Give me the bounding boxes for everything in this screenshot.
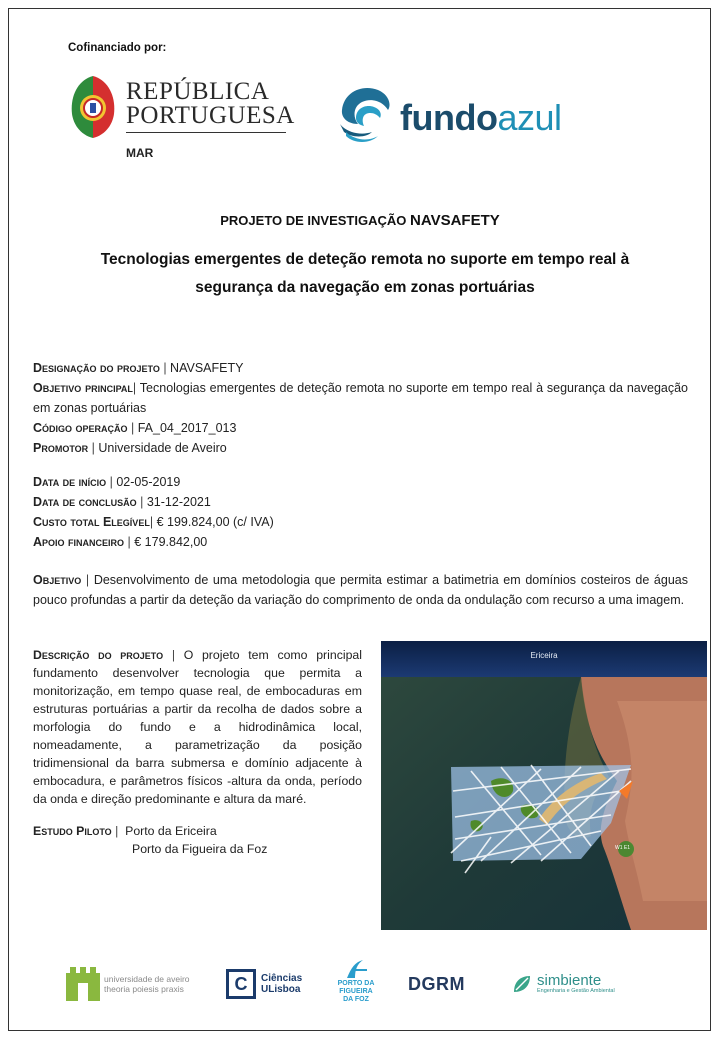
porto-line2: FIGUEIRA xyxy=(339,988,373,995)
codigo-row: Código operação | FA_04_2017_013 xyxy=(33,421,237,435)
rp-line1: REPÚBLICA xyxy=(126,78,270,105)
simbiente-text: simbiente xyxy=(537,972,602,989)
simbiente-logo xyxy=(510,962,630,1006)
ua-line2: theoria poiesis praxis xyxy=(104,984,184,994)
project-label: PROJETO DE INVESTIGAÇÃO xyxy=(220,213,407,228)
apoio-key: Apoio financeiro xyxy=(33,535,125,549)
objetivo-paragraph: Objetivo | Desenvolvimento de uma metodologia que permita estimar a batimetria em domínios costeiros de águas pouco profundas a partir da deteção da variação do comprimento de onda da ondulação com recurso a uma imagem. xyxy=(33,573,688,607)
cofinanciado-label: Cofinanciado por: xyxy=(68,42,167,54)
apoio-value: € 179.842,00 xyxy=(134,535,208,549)
republica-portuguesa-logo xyxy=(68,74,298,164)
designacao-row: Designação do projeto | NAVSAFETY xyxy=(33,361,244,375)
estudo-value-1: Porto da Ericeira xyxy=(125,824,217,838)
codigo-key: Código operação xyxy=(33,421,128,435)
estudo-row-2: Porto da Figueira da Foz xyxy=(132,842,268,856)
map-title: Ericeira xyxy=(530,651,558,660)
descricao-value: O projeto tem como principal fundamento desenvolver tecnologia que permita a monitorização, em tempo quase real, de embocaduras em estruturas portuárias a partir da recolha de dados sobre a morfologia do fundo e a hidrodinâmica local, nomeadamente, a parametrização da posição tridimensional da barra submersa e domínio adjacente à embocadura, e parâmetros físicos -altura da onda, período da onda e direção predominante e altura da maré. xyxy=(33,648,362,806)
inicio-row: Data de início | 02-05-2019 xyxy=(33,475,181,489)
map-image xyxy=(381,641,707,930)
ciencias-ulisboa-logo xyxy=(226,962,318,1006)
estudo-key: Estudo Piloto xyxy=(33,824,112,838)
simbiente-leaf-icon xyxy=(510,972,534,996)
ciencias-line1: Ciências xyxy=(261,973,303,984)
dgrm-logo xyxy=(408,962,488,1006)
descricao-key: Descrição do projeto xyxy=(33,648,164,662)
porto-line3: DA FOZ xyxy=(343,996,369,1003)
porto-figueira-wave-icon xyxy=(341,958,371,980)
project-info-block xyxy=(33,358,688,458)
objetivo-principal-value: Tecnologias emergentes de deteção remota no suporte em tempo real à segurança da navegação em zonas portuárias xyxy=(33,381,689,415)
map-marker-label: W1 E1 xyxy=(615,845,631,851)
conclusao-key: Data de conclusão xyxy=(33,495,137,509)
objetivo-key: Objetivo xyxy=(33,573,82,587)
objetivo-principal-row: Objetivo principal| Tecnologias emergentes de deteção remota no suporte em tempo real à segurança da navegação em zonas portuárias xyxy=(33,381,689,415)
rp-line2: PORTUGUESA xyxy=(126,102,295,129)
rp-mar: MAR xyxy=(126,146,154,160)
rp-divider xyxy=(126,132,286,133)
ciencias-c-icon: C xyxy=(226,969,256,999)
inicio-key: Data de início xyxy=(33,475,107,489)
ua-emblem-icon xyxy=(66,967,100,1001)
custo-row: Custo total Elegível| € 199.824,00 (c/ IVA) xyxy=(33,515,274,529)
project-name: NAVSAFETY xyxy=(410,212,500,229)
project-heading xyxy=(0,212,720,229)
estudo-piloto xyxy=(33,822,267,858)
conclusao-value: 31-12-2021 xyxy=(146,495,211,509)
dgrm-text: DGRM xyxy=(408,973,465,994)
republica-portuguesa-text xyxy=(126,80,295,128)
azul-word: azul xyxy=(497,97,562,138)
project-subtitle: Tecnologias emergentes de deteção remota no suporte em tempo real à segurança da navegação em zonas portuárias xyxy=(100,251,630,296)
promotor-key: Promotor xyxy=(33,441,89,455)
descricao-paragraph: Descrição do projeto | O projeto tem como principal fundamento desenvolver tecnologia que permita a monitorização, em tempo quase real, de embocaduras em estruturas portuárias a partir da recolha de dados sobre a morfologia do fundo e a hidrodinâmica local, nomeadamente, a parametrização da posição tridimensional da barra submersa e domínio adjacente à embocadura, e parâmetros físicos -altura da onda, período da onda e direção predominante e altura da maré. xyxy=(33,648,362,806)
estudo-row-1: Estudo Piloto | Porto da Ericeira xyxy=(33,824,217,838)
fundo-azul-text xyxy=(400,98,562,138)
promotor-value: Universidade de Aveiro xyxy=(98,441,227,455)
objetivo-value: Desenvolvimento de uma metodologia que permita estimar a batimetria em domínios costeiros de águas pouco profundas a partir da deteção da variação do comprimento de onda da ondulação com recurso a uma imagem. xyxy=(33,573,688,607)
conclusao-row: Data de conclusão | 31-12-2021 xyxy=(33,495,211,509)
dates-info-block xyxy=(33,472,688,552)
porto-figueira-logo xyxy=(330,958,382,1012)
custo-value: € 199.824,00 (c/ IVA) xyxy=(156,515,274,529)
ua-line1: universidade de aveiro xyxy=(104,974,190,984)
codigo-value: FA_04_2017_013 xyxy=(137,421,237,435)
fundo-azul-logo xyxy=(336,80,606,144)
porto-line1: PORTO DA xyxy=(337,980,375,987)
ericeira-satellite-map xyxy=(381,641,707,930)
universidade-aveiro-logo xyxy=(66,962,206,1006)
portugal-emblem-icon xyxy=(68,74,118,140)
objetivo-principal-key: Objetivo principal xyxy=(33,381,133,395)
designacao-key: Designação do projeto xyxy=(33,361,160,375)
simbiente-subtext: Engenharia e Gestão Ambiental xyxy=(537,988,615,994)
designacao-value: NAVSAFETY xyxy=(170,361,244,375)
custo-key: Custo total Elegível xyxy=(33,515,150,529)
fundo-azul-wave-icon xyxy=(336,80,396,144)
ciencias-line2: ULisboa xyxy=(261,984,301,995)
apoio-row: Apoio financeiro | € 179.842,00 xyxy=(33,535,208,549)
inicio-value: 02-05-2019 xyxy=(116,475,181,489)
fundo-word: fundo xyxy=(400,97,498,138)
promotor-row: Promotor | Universidade de Aveiro xyxy=(33,441,227,455)
